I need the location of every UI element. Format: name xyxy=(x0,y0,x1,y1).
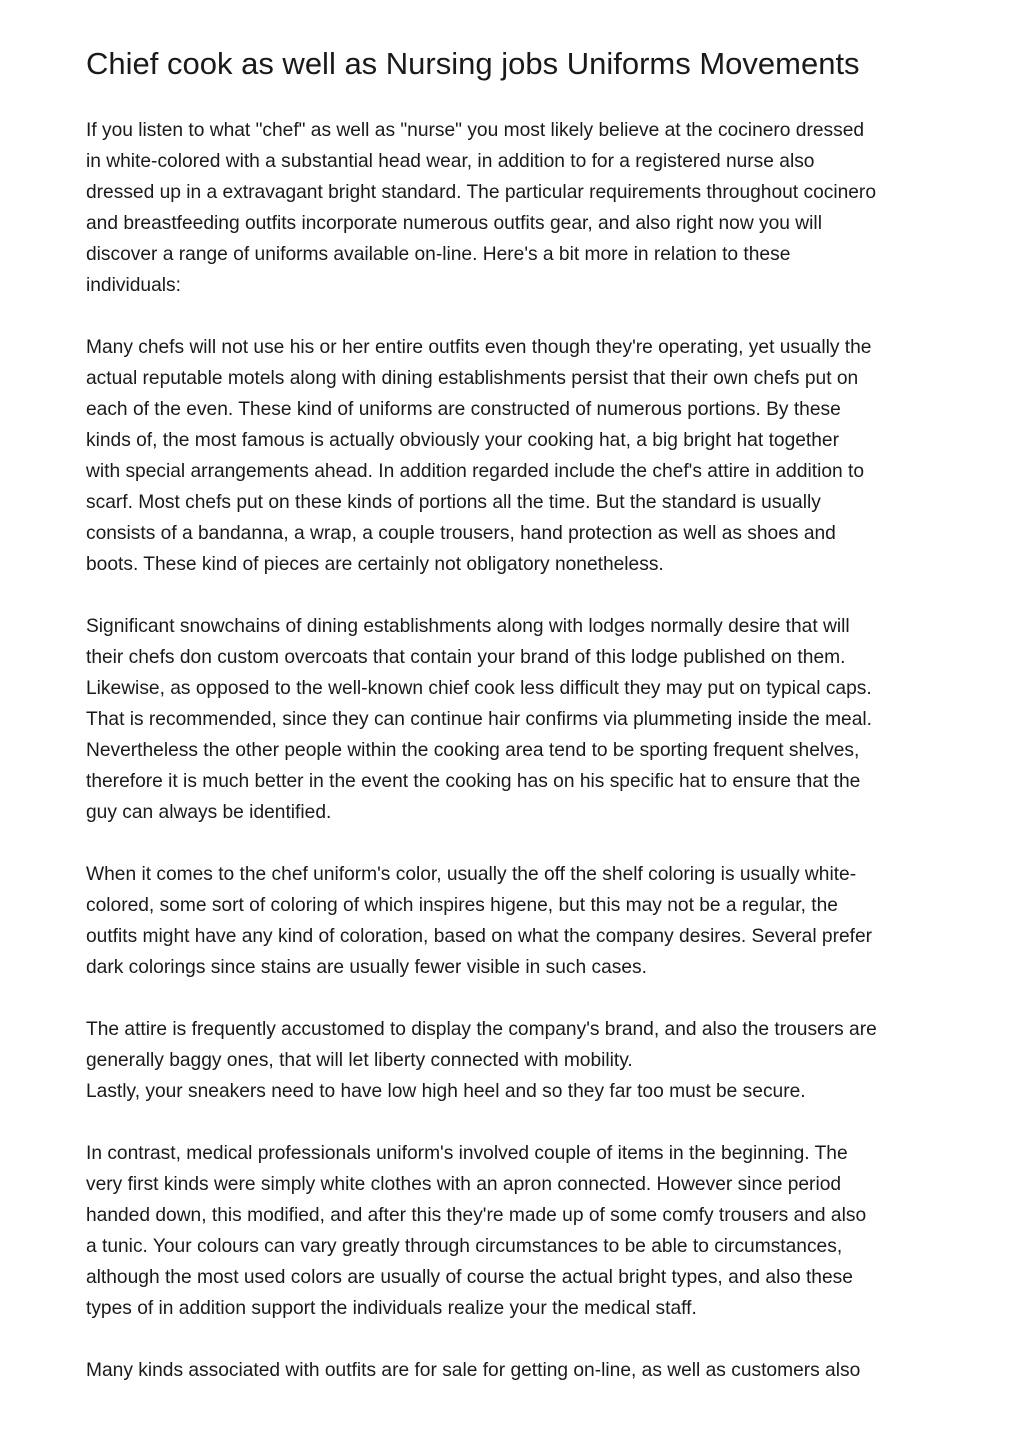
document-body xyxy=(86,115,946,1417)
paragraph-line: dressed up in a extravagant bright standard. The particular requirements throughout cocinero xyxy=(86,182,876,203)
paragraph-line: actual reputable motels along with dining establishments persist that their own chefs put on xyxy=(86,368,859,389)
paragraph-line: Likewise, as opposed to the well-known chief cook less difficult they may put on typical caps. xyxy=(86,678,872,699)
paragraph-line: consists of a bandanna, a wrap, a couple trousers, hand protection as well as shoes and xyxy=(86,523,836,544)
paragraph-line: although the most used colors are usually of course the actual bright types, and also these xyxy=(86,1267,853,1288)
paragraph-line: types of in addition support the individuals realize your the medical staff. xyxy=(86,1298,697,1319)
paragraph-line: very first kinds were simply white clothes with an apron connected. However since period xyxy=(86,1174,842,1195)
paragraph xyxy=(86,1138,946,1324)
document-title: Chief cook as well as Nursing jobs Uniforms Movements xyxy=(86,46,860,81)
paragraph-line: Many chefs will not use his or her entire outfits even though they're operating, yet usually the xyxy=(86,337,872,358)
paragraph-line: Many kinds associated with outfits are for sale for getting on-line, as well as customers also xyxy=(86,1360,861,1381)
paragraph xyxy=(86,332,946,580)
paragraph-line: a tunic. Your colours can vary greatly through circumstances to be able to circumstances, xyxy=(86,1236,843,1257)
paragraph-line: When it comes to the chef uniform's color, usually the off the shelf coloring is usually white- xyxy=(86,864,857,885)
paragraph-line: therefore it is much better in the event the cooking has on his specific hat to ensure that the xyxy=(86,771,861,792)
paragraph-line: and breastfeeding outfits incorporate numerous outfits gear, and also right now you will xyxy=(86,213,822,234)
paragraph-line: boots. These kind of pieces are certainly not obligatory nonetheless. xyxy=(86,554,664,575)
paragraph-line: Nevertheless the other people within the cooking area tend to be sporting frequent shelves, xyxy=(86,740,860,761)
paragraph-line: The attire is frequently accustomed to display the company's brand, and also the trousers are xyxy=(86,1019,877,1040)
paragraph-line: each of the even. These kind of uniforms are constructed of numerous portions. By these xyxy=(86,399,841,420)
paragraph-line: In contrast, medical professionals uniform's involved couple of items in the beginning. The xyxy=(86,1143,848,1164)
paragraph-line: with special arrangements ahead. In addition regarded include the chef's attire in addition to xyxy=(86,461,865,482)
paragraph xyxy=(86,859,946,983)
paragraph-line: kinds of, the most famous is actually obviously your cooking hat, a big bright hat together xyxy=(86,430,839,451)
paragraph-line: generally baggy ones, that will let liberty connected with mobility. xyxy=(86,1050,633,1071)
paragraph-line: dark colorings since stains are usually fewer visible in such cases. xyxy=(86,957,647,978)
paragraph-line: If you listen to what "chef" as well as "nurse" you most likely believe at the cocinero dressed xyxy=(86,120,865,141)
paragraph xyxy=(86,115,946,301)
paragraph-line: in white-colored with a substantial head wear, in addition to for a registered nurse also xyxy=(86,151,815,172)
paragraph-line: Significant snowchains of dining establishments along with lodges normally desire that will xyxy=(86,616,850,637)
paragraph-line: individuals: xyxy=(86,275,181,296)
paragraph-line: That is recommended, since they can continue hair confirms via plummeting inside the meal. xyxy=(86,709,872,730)
paragraph-line: handed down, this modified, and after this they're made up of some comfy trousers and also xyxy=(86,1205,867,1226)
paragraph-line: their chefs don custom overcoats that contain your brand of this lodge published on them. xyxy=(86,647,846,668)
paragraph-line: guy can always be identified. xyxy=(86,802,332,823)
paragraph xyxy=(86,611,946,828)
paragraph-line: scarf. Most chefs put on these kinds of portions all the time. But the standard is usually xyxy=(86,492,821,513)
paragraph xyxy=(86,1014,946,1107)
paragraph-line: discover a range of uniforms available on-line. Here's a bit more in relation to these xyxy=(86,244,791,265)
paragraph-line: Lastly, your sneakers need to have low high heel and so they far too must be secure. xyxy=(86,1081,806,1102)
paragraph-line: outfits might have any kind of coloration, based on what the company desires. Several prefer xyxy=(86,926,873,947)
paragraph xyxy=(86,1355,946,1386)
paragraph-line: colored, some sort of coloring of which inspires higene, but this may not be a regular, the xyxy=(86,895,838,916)
